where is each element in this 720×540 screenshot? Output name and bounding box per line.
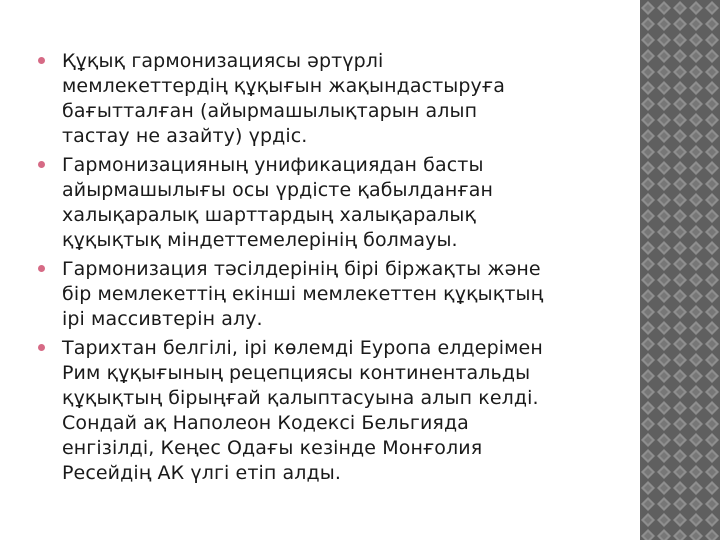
- bullet-line: бір мемлекеттің екінші мемлекеттен құқықтың: [62, 283, 544, 305]
- bullet-dot-icon: [38, 265, 45, 272]
- bullet-line: бағытталған (айырмашылықтарын алып: [62, 100, 478, 122]
- bullet-line: Ресейдің АК үлгі етіп алды.: [62, 462, 342, 484]
- bullet-line: құқықтық міндеттемелерінің болмауы.: [62, 229, 458, 251]
- bullet-line: тастау не азайту) үрдіс.: [62, 125, 308, 147]
- decorative-side-band: [640, 0, 720, 540]
- bullet-line: Сондай ақ Наполеон Кодексі Бельгияда: [62, 412, 469, 434]
- bullet-line: халықаралық шарттардың халықаралық: [62, 204, 477, 226]
- bullet-item: [38, 153, 618, 253]
- bullet-dot-icon: [38, 161, 45, 168]
- bullet-line: мемлекеттердің құқығын жақындастыруға: [62, 75, 505, 97]
- bullet-list: [38, 49, 618, 490]
- bullet-line: енгізілді, Кеңес Одағы кезінде Монғолия: [62, 437, 483, 459]
- bullet-dot-icon: [38, 57, 45, 64]
- bullet-item: [38, 336, 618, 486]
- bullet-line: Рим құқығының рецепциясы континентальды: [62, 362, 531, 384]
- bullet-line: Гармонизацияның унификациядан басты: [62, 154, 484, 176]
- diamond-pattern-icon: [640, 0, 720, 540]
- bullet-line: ірі массивтерін алу.: [62, 308, 263, 330]
- bullet-line: Тарихтан белгілі, ірі көлемді Еуропа елдерімен: [62, 337, 543, 359]
- bullet-line: айырмашылығы осы үрдісте қабылданған: [62, 179, 493, 201]
- bullet-line: құқықтың бірыңғай қалыптасуына алып келді.: [62, 387, 539, 409]
- bullet-item: [38, 257, 618, 332]
- bullet-line: Гармонизация тәсілдерінің бірі біржақты және: [62, 258, 541, 280]
- bullet-item: [38, 49, 618, 149]
- bullet-line: Құқық гармонизациясы әртүрлі: [62, 50, 384, 72]
- bullet-dot-icon: [38, 344, 45, 351]
